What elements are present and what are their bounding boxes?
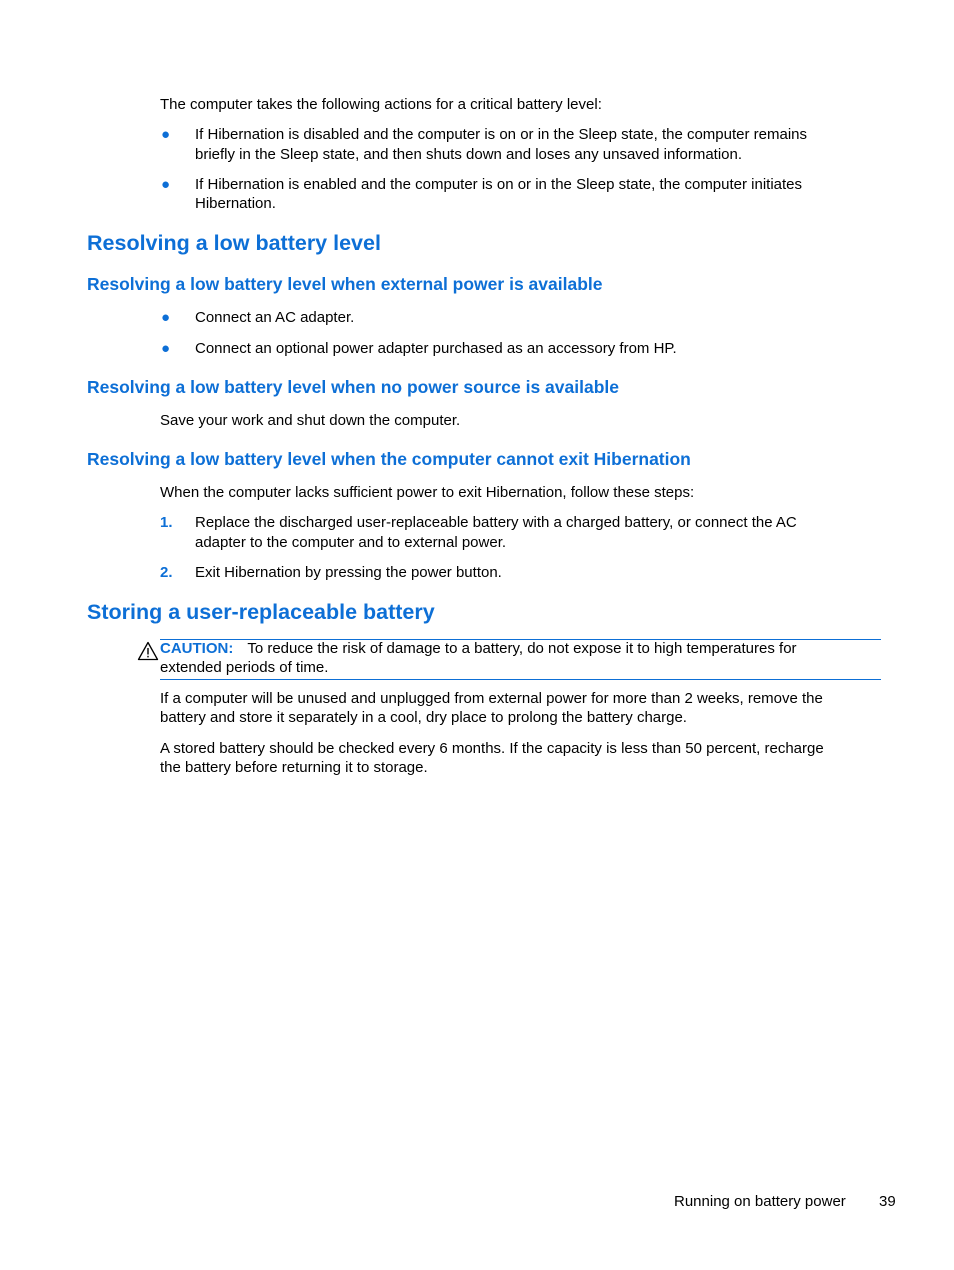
warning-triangle-icon (137, 641, 159, 661)
section-heading-storing: Storing a user-replaceable battery (87, 600, 435, 624)
storage-para-1-line-1: If a computer will be unused and unplugged from external power for more than 2 weeks, remove the (160, 690, 823, 707)
external-power-bullet-1: Connect an AC adapter. (195, 309, 355, 326)
bullet-dot-icon: ● (161, 309, 171, 326)
caution-text: To reduce the risk of damage to a battery, do not expose it to high temperatures for (247, 640, 797, 657)
caution-label: CAUTION: (160, 640, 234, 657)
bullet-dot-icon: ● (161, 340, 171, 357)
footer-section-title: Running on battery power (674, 1193, 846, 1210)
step-1-line-2: adapter to the computer and to external power. (195, 534, 507, 551)
external-power-bullet-2: Connect an optional power adapter purchased as an accessory from HP. (195, 340, 677, 357)
subheading-cannot-exit-hibernation: Resolving a low battery level when the computer cannot exit Hibernation (87, 449, 691, 469)
hibernation-intro-text: When the computer lacks sufficient power to exit Hibernation, follow these steps: (160, 484, 695, 501)
bullet-dot-icon: ● (161, 176, 171, 193)
step-1-line-1: Replace the discharged user-replaceable battery with a charged battery, or connect the AC (195, 514, 797, 531)
section-heading-resolving: Resolving a low battery level (87, 231, 381, 255)
intro-text: The computer takes the following actions for a critical battery level: (160, 96, 602, 113)
intro-bullet-2-line-1: If Hibernation is enabled and the computer is on or in the Sleep state, the computer initiates (195, 176, 803, 193)
storage-para-2-line-2: the battery before returning it to storage. (160, 759, 428, 776)
caution-line-1 (160, 639, 797, 659)
caution-bottom-rule (160, 679, 881, 680)
subheading-external-power: Resolving a low battery level when external power is available (87, 274, 603, 294)
no-power-text: Save your work and shut down the computer. (160, 412, 461, 429)
step-number-1: 1. (160, 514, 173, 531)
intro-bullet-2-line-2: Hibernation. (195, 195, 276, 212)
caution-line-2: extended periods of time. (160, 659, 329, 676)
bullet-dot-icon: ● (161, 126, 171, 143)
intro-bullet-1-line-2: briefly in the Sleep state, and then shuts down and loses any unsaved information. (195, 146, 743, 163)
storage-para-2-line-1: A stored battery should be checked every 6 months. If the capacity is less than 50 percent, recharge (160, 740, 824, 757)
step-2-line-1: Exit Hibernation by pressing the power button. (195, 564, 502, 581)
intro-bullet-1-line-1: If Hibernation is disabled and the computer is on or in the Sleep state, the computer remains (195, 126, 808, 143)
page-number: 39 (879, 1193, 896, 1210)
subheading-no-power: Resolving a low battery level when no power source is available (87, 377, 619, 397)
storage-para-1-line-2: battery and store it separately in a cool, dry place to prolong the battery charge. (160, 709, 687, 726)
step-number-2: 2. (160, 564, 173, 581)
